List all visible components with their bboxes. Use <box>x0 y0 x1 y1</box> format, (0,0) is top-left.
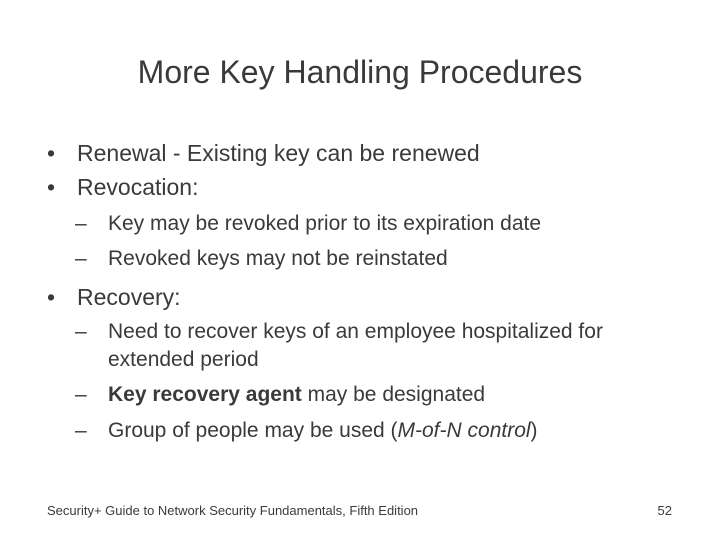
dash-marker: – <box>75 383 87 406</box>
dash-marker: – <box>75 247 87 270</box>
subbullet-text-line2: extended period <box>108 348 259 371</box>
subbullet-text-rest: may be designated <box>301 383 486 406</box>
bullet-marker: • <box>47 140 56 166</box>
bullet-text: Recovery: <box>77 284 181 310</box>
bullet-text: Revocation: <box>77 174 199 200</box>
subbullet-text-pre: Group of people may be used ( <box>108 419 398 442</box>
bullet-marker: • <box>47 284 56 310</box>
key-recovery-agent-term: Key recovery agent <box>108 383 302 406</box>
subbullet-text <box>108 380 485 410</box>
footer-source: Security+ Guide to Network Security Fundamentals, Fifth Edition <box>47 503 419 518</box>
slide-title: More Key Handling Procedures <box>137 54 583 90</box>
dash-marker: – <box>75 212 87 235</box>
bullet-text: Renewal - Existing key can be renewed <box>77 140 480 166</box>
subbullet-text <box>108 416 538 446</box>
subbullet-text-post: ) <box>530 419 538 442</box>
dash-marker: – <box>75 419 87 442</box>
m-of-n-control-term: M-of-N control <box>397 419 531 442</box>
subbullet-text-line1: Need to recover keys of an employee hospitalized for <box>108 320 603 343</box>
subbullet-text: Revoked keys may not be reinstated <box>108 247 448 270</box>
subbullet-text: Key may be revoked prior to its expiration date <box>108 212 542 235</box>
page-number: 52 <box>657 503 672 518</box>
bullet-marker: • <box>47 174 56 200</box>
dash-marker: – <box>75 320 87 343</box>
